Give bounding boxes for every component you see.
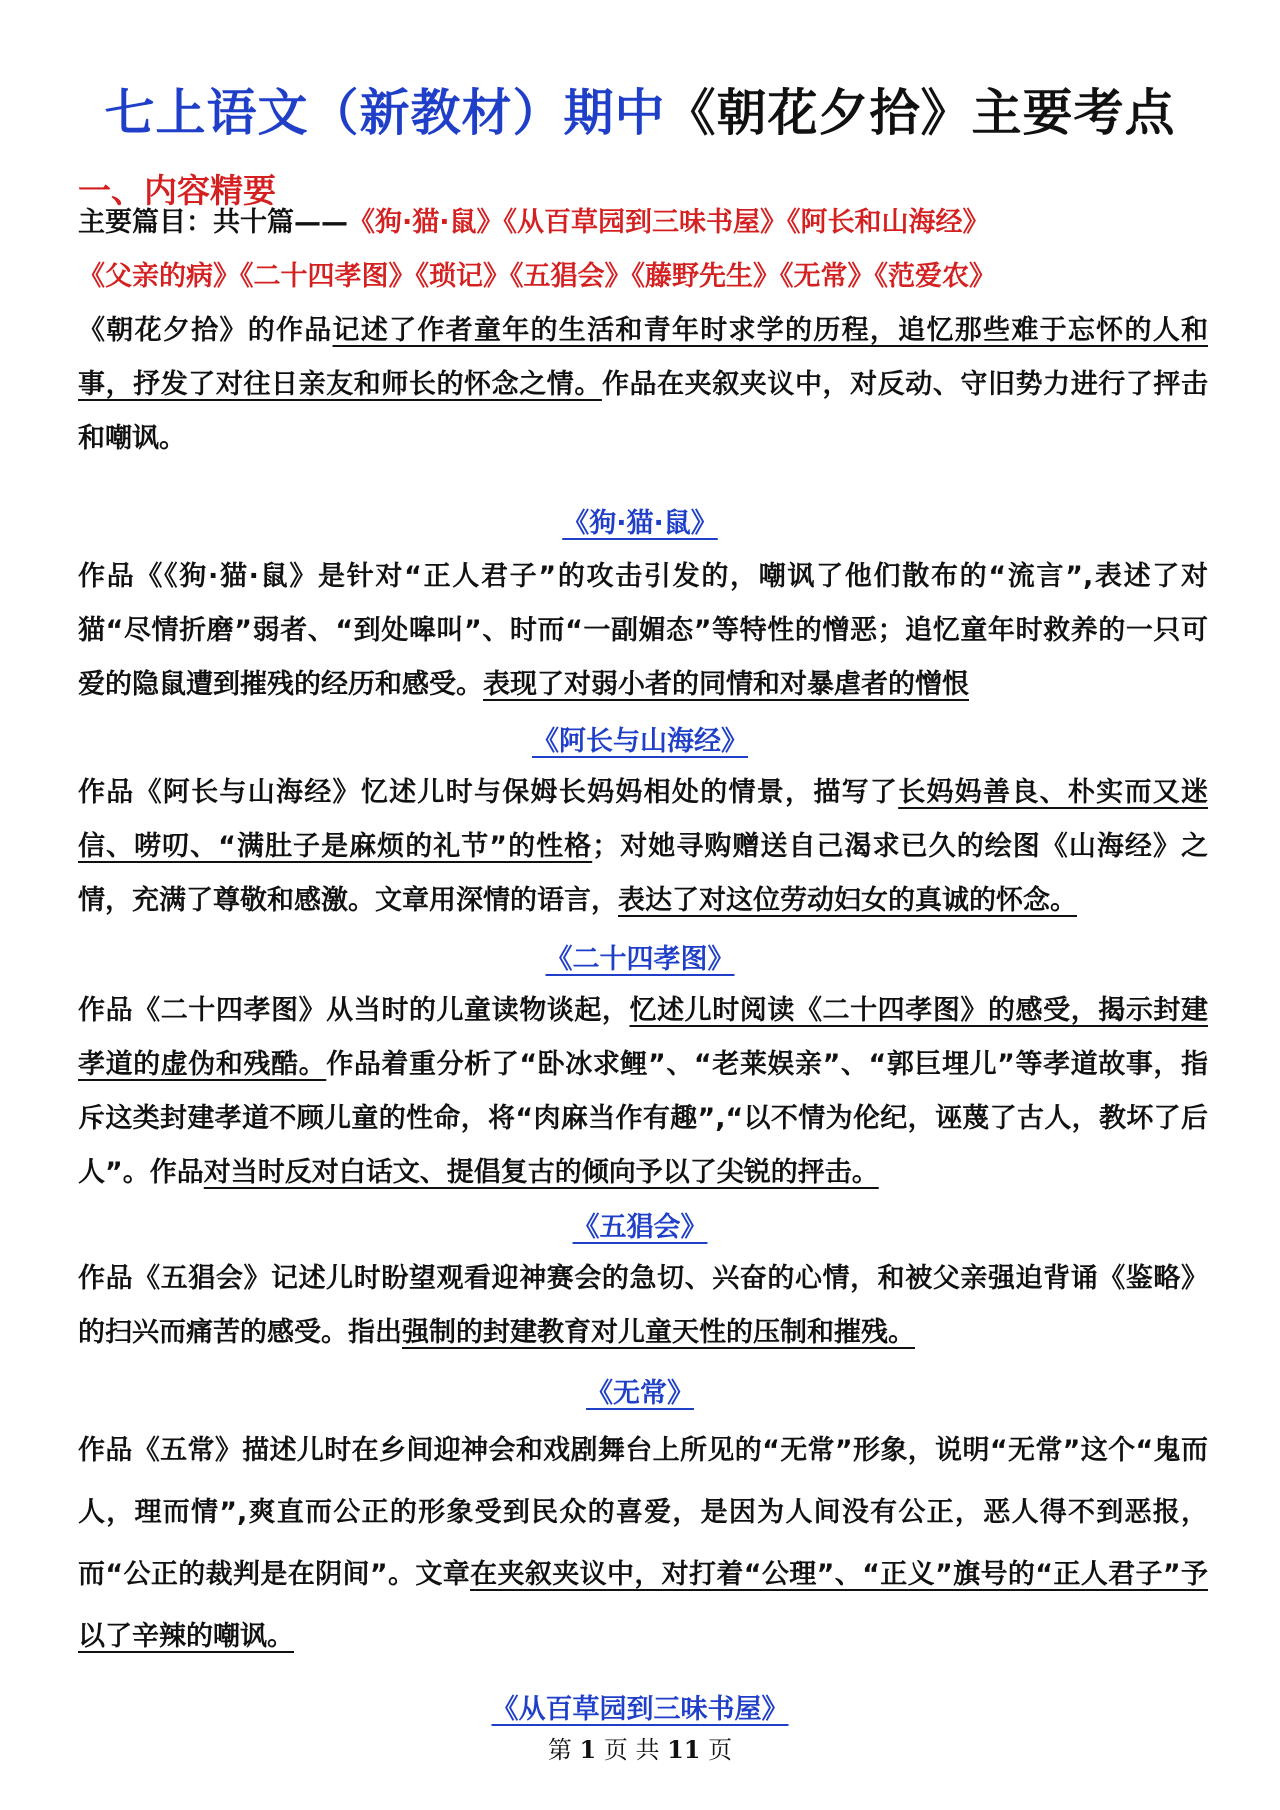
page-title — [0, 78, 1280, 148]
section-heading-content-summary: 一、内容精要 — [78, 171, 276, 210]
essay-underlined-text: 长妈妈善良、朴实而又迷信、唠叨、“满肚子是麻烦的礼节”的性格 — [78, 777, 1209, 862]
essay-heading-wu-chang-hui: 《五猖会》 — [572, 1212, 708, 1243]
intro-works-list — [78, 196, 1208, 466]
essay-underlined-text: 对当时反对白话文、提倡复古的倾向予以了尖锐的抨击。 — [203, 1157, 879, 1188]
total-page-number: 11 — [667, 1735, 701, 1764]
essay-paragraph-wu-chang-hui: 作品《五猖会》记述儿时盼望观看迎神赛会的急切、兴奋的心情，和被父亲强迫背诵《鉴略》的扫兴而痛苦的感受。指出强制的封建教育对儿童天性的压制和摧残。 — [78, 1263, 1208, 1348]
essay-paragraph-twenty-four-filial: 作品《二十四孝图》从当时的儿童读物谈起，忆述儿时阅读《二十四孝图》的感受，揭示封建孝道的虚伪和残酷。作品着重分析了“卧冰求鲤”、“老莱娱亲”、“郭巨埋儿”等孝道故事，指斥这类封建孝道不顾儿童的性命，将“肉麻当作有趣”,“以不情为伦纪，诬蔑了古人，教坏了后人”。作品对当时反对白话文、提倡复古的倾向予以了尖锐的抨击。 — [78, 995, 1208, 1188]
intro-paragraph-a: 《朝花夕拾》的作品 — [78, 315, 333, 346]
essay-paragraph-wu-chang: 作品《五常》描述儿时在乡间迎神会和戏剧舞台上所见的“无常”形象，说明“无常”这个“鬼而人，理而情”,爽直而公正的形象受到民众的喜爱，是因为人间没有公正，恶人得不到恶报，而“公正的裁判是在阴间”。文章在夹叙夹议中，对打着“公理”、“正义”旗号的“正人君子”予以了辛辣的嘲讽。 — [78, 1435, 1208, 1652]
intro-paragraph-underlined: 记述了作者童年的生活和青年时求学的历程，追忆那些难于忘怀的人和事，抒发了对往日亲友和师长的怀念之情。 — [78, 315, 1209, 400]
essay-underlined-text: 在夹叙夹议中，对打着“公理”、“正义”旗号的“正人君子”予以了辛辣的嘲讽。 — [78, 1559, 1208, 1652]
intro-titles-line1: 《狗·猫·鼠》《从百草园到三味书屋》《阿长和山海经》 — [348, 207, 990, 238]
essay-underlined-text: 表现了对弱小者的同情和对暴虐者的憎恨 — [483, 669, 969, 700]
page-footer: 第 1 页 共 11 页 — [547, 1735, 733, 1764]
essay-underlined-text: 忆述儿时阅读《二十四孝图》的感受，揭示封建孝道的虚伪和残酷。 — [78, 995, 1208, 1080]
essay-paragraph-a-chang: 作品《阿长与山海经》忆述儿时与保姆长妈妈相处的情景，描写了长妈妈善良、朴实而又迷信、唠叨、“满肚子是麻烦的礼节”的性格；对她寻购赠送自己渴求已久的绘图《山海经》之情，充满了尊敬和感激。文章用深情的语言，表达了对这位劳动妇女的真诚的怀念。 — [78, 777, 1209, 916]
title-blue-part: 七上语文（新教材）期中 — [104, 84, 666, 142]
essay-heading-twenty-four-filial: 《二十四孝图》 — [545, 944, 735, 975]
intro-paragraph-b: 作品在夹叙夹议中，对反动、守旧势力进行了抨击和嘲讽。 — [78, 369, 1209, 454]
intro-titles-line2: 《父亲的病》《二十四孝图》《琐记》《五猖会》《藤野先生》《无常》《范爱农》 — [78, 261, 996, 292]
essay-heading-wu-chang: 《无常》 — [586, 1378, 694, 1409]
essay-heading-a-chang: 《阿长与山海经》 — [532, 726, 748, 757]
essay-underlined-text: 强制的封建教育对儿童天性的压制和摧残。 — [402, 1317, 915, 1348]
essay-paragraph-dog-cat-mouse: 作品《《狗·猫·鼠》是针对“正人君子”的攻击引发的，嘲讽了他们散布的“流言”,表述了对猫“尽情折磨”弱者、“到处嗥叫”、时而“一副媚态”等特性的憎恶；追忆童年时救养的一只可爱的隐鼠遭到摧残的经历和感受。表现了对弱小者的同情和对暴虐者的憎恨 — [78, 561, 1208, 700]
current-page-number: 1 — [579, 1735, 597, 1764]
essay-heading-dog-cat-mouse: 《狗·猫·鼠》 — [562, 508, 718, 539]
essay-underlined-text: 表达了对这位劳动妇女的真诚的怀念。 — [618, 885, 1077, 916]
title-black-part: 《朝花夕拾》主要考点 — [665, 84, 1176, 142]
intro-label: 主要篇目：共十篇—— — [78, 207, 348, 238]
essay-heading-hundred-grass-garden: 《从百草园到三味书屋》 — [491, 1694, 789, 1725]
